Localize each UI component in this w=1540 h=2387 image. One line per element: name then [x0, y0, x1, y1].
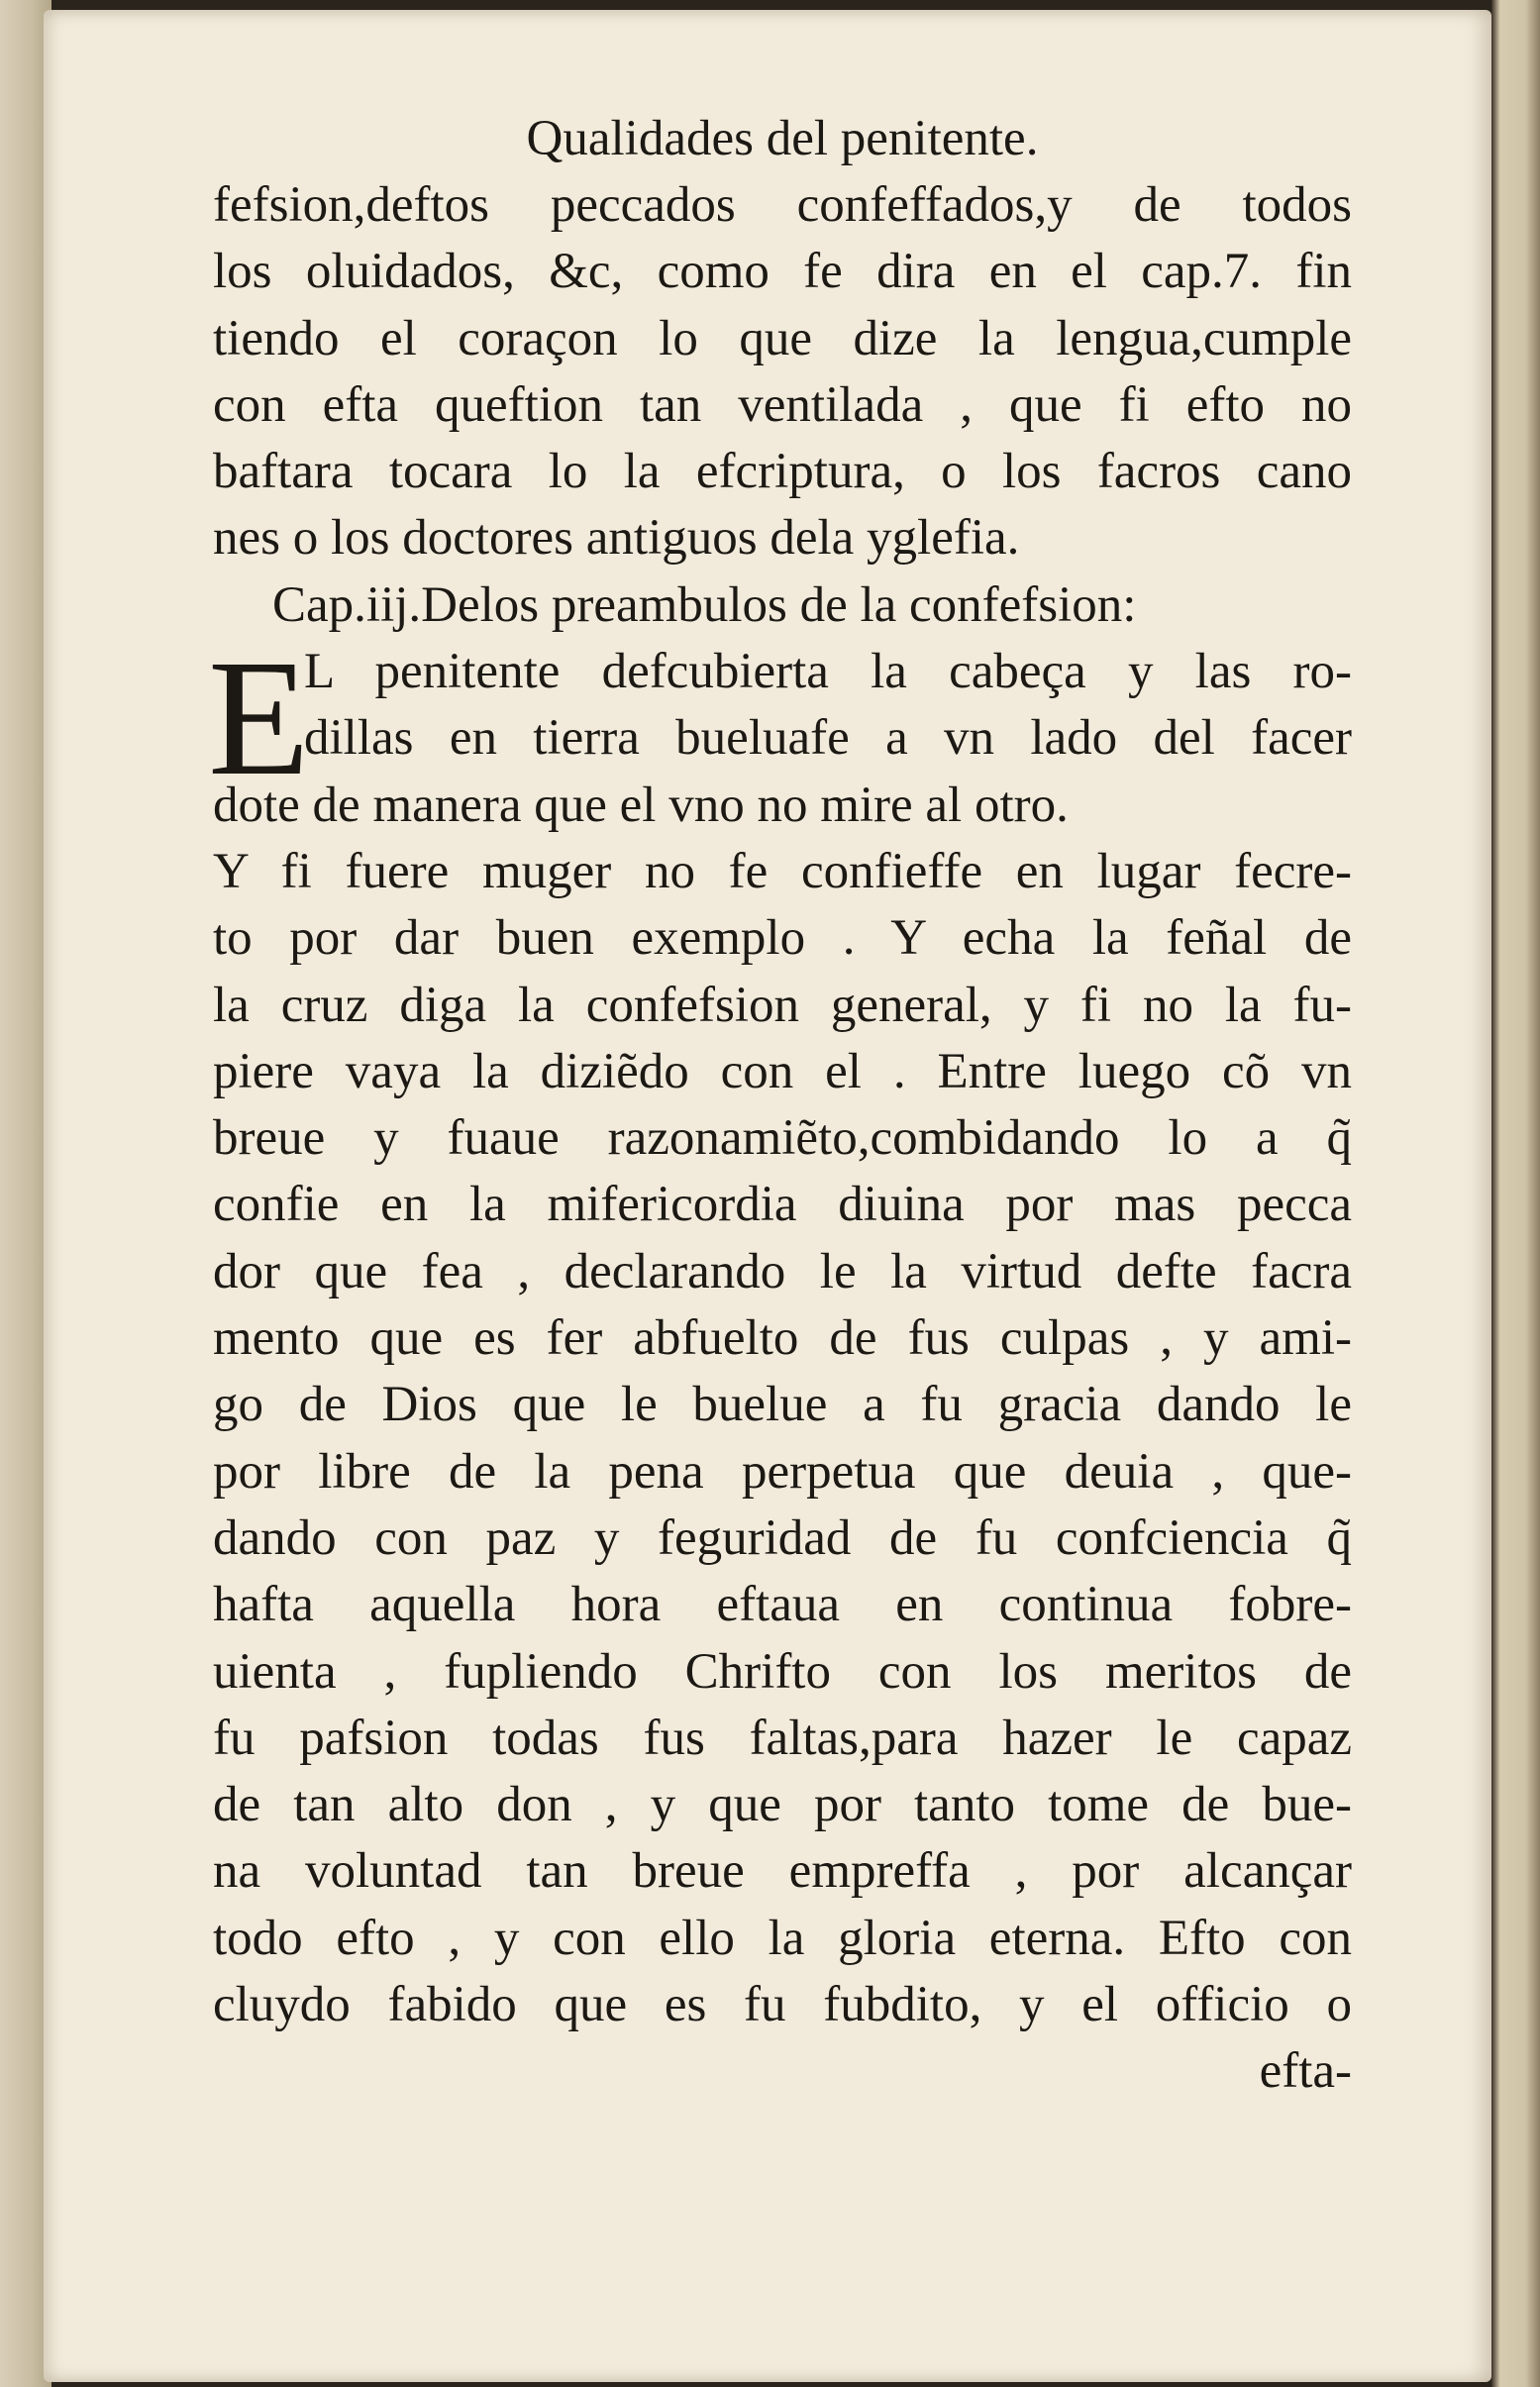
text-line: los oluidados, &c, como fe dira en el cap.7. fin: [213, 244, 1352, 300]
text-line: dote de manera que el vno no mire al otro.: [213, 777, 1069, 833]
text-line: por libre de la pena perpetua que deuia , que-: [213, 1443, 1352, 1500]
text-line: uienta , fupliendo Chrifto con los meritos de: [213, 1643, 1352, 1700]
text-line: la cruz diga la confefsion general, y fi no la fu-: [213, 977, 1352, 1033]
text-line: todo efto , y con ello la gloria eterna. Efto con: [213, 1910, 1352, 1966]
chapter-heading: Cap.iij.Delos preambulos de la confefsion:: [272, 576, 1137, 633]
text-body: [208, 172, 1352, 2105]
text-line: dor que fea , declarando le la virtud defte facra: [213, 1243, 1352, 1299]
text-line: mento que es fer abfuelto de fus culpas , y ami-: [213, 1310, 1352, 1367]
text-line: cluydo fabido que es fu fubdito, y el officio o: [213, 1977, 1352, 2033]
text-line: confie en la mifericordia diuina por mas pecca: [213, 1177, 1352, 1233]
text-line: to por dar buen exemplo . Y echa la feñal de: [213, 910, 1352, 967]
text-line: hafta aquella hora eftaua en continua fobre-: [213, 1577, 1352, 1633]
page-right-edge: [1491, 0, 1540, 2387]
text-line: baftara tocara lo la efcriptura, o los facros cano: [213, 444, 1352, 500]
catchword: efta-: [1259, 2043, 1352, 2100]
text-line: fefsion,deftos peccados confeffados,y de todos: [213, 177, 1352, 233]
text-line: L penitente defcubierta la cabeça y las ro-: [304, 644, 1352, 700]
text-line: dillas en tierra bueluafe a vn lado del facer: [304, 710, 1352, 767]
text-line: Y fi fuere muger no fe confieffe en lugar fecre-: [213, 843, 1352, 899]
text-line: nes o los doctores antiguos dela yglefia.: [213, 510, 1020, 567]
text-line: piere vaya la diziẽdo con el . Entre luego cõ vn: [213, 1043, 1352, 1099]
text-line: breue y fuaue razonamiẽto,combidando lo a q̃: [213, 1110, 1352, 1167]
page-text: [208, 107, 1352, 2105]
text-line: dando con paz y feguridad de fu confciencia q̃: [213, 1509, 1352, 1566]
text-line: tiendo el coraçon lo que dize la lengua,cumple: [213, 310, 1352, 366]
catchword-row: [213, 2038, 1352, 2105]
text-line: fu pafsion todas fus faltas,para hazer le capaz: [213, 1710, 1352, 1766]
text-line: na voluntad tan breue empreffa , por alcançar: [213, 1843, 1352, 1900]
text-line: go de Dios que le buelue a fu gracia dando le: [213, 1377, 1352, 1433]
running-header: Qualidades del penitente.: [526, 111, 1039, 166]
text-line: con efta queftion tan ventilada , que fi efto no: [213, 376, 1352, 433]
text-line: de tan alto don , y que por tanto tome de bue-: [213, 1777, 1352, 1833]
drop-capital: E: [208, 626, 310, 811]
